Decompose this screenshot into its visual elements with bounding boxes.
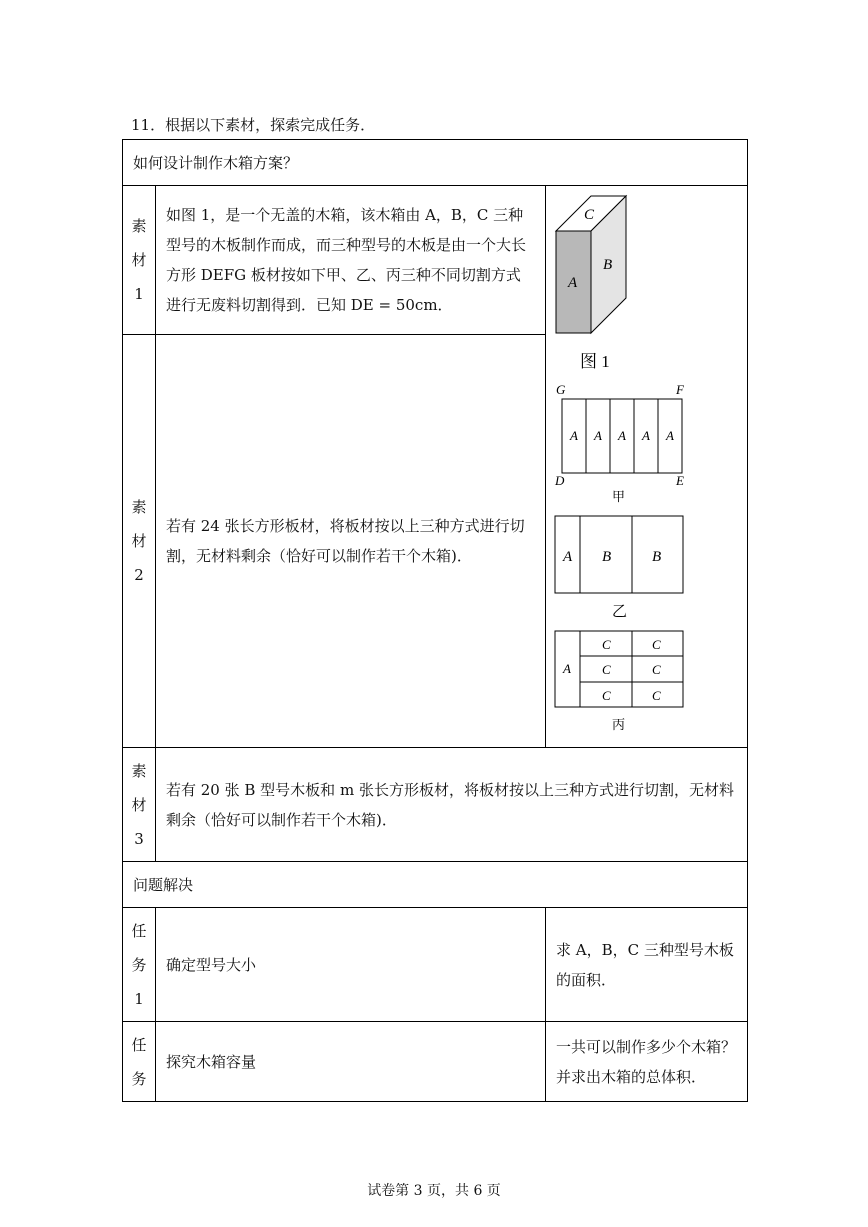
- materials-table: [122, 139, 748, 1102]
- material1-text-1: 如图 1，是一个无盖的木箱，该木箱由 A，B，C 三种型号的木板制作而成，而三种型号的木板是由一个大长方形 DEFG 板材按如下甲、乙、丙三种不同切割方式进行无废料切割得到．已知 DE = 50cm．: [166, 206, 527, 314]
- table-header: 如何设计制作木箱方案？: [123, 140, 748, 186]
- material3-text: 若有 20 张 B 型号木板和 m 张长方形板材，将板材按以上三种方式进行切割，无材料剩余（恰好可以制作若干个木箱)．: [156, 748, 748, 862]
- jia-cell: A: [570, 428, 578, 443]
- yi-caption: 乙: [612, 604, 628, 620]
- bing-cell: C: [602, 688, 611, 703]
- task1-name: 确定型号大小: [156, 908, 546, 1022]
- jia-cell: A: [618, 428, 626, 443]
- jia-cell: A: [666, 428, 674, 443]
- bing-cell: C: [652, 662, 661, 677]
- box-label-a: A: [568, 275, 578, 291]
- section-title: 问题解决: [123, 862, 748, 908]
- material1-label: 素 材 1: [123, 186, 156, 335]
- task2-name: 探究木箱容量: [156, 1022, 546, 1102]
- bing-caption: 丙: [612, 717, 626, 732]
- bing-cell: C: [652, 688, 661, 703]
- jia-cell: A: [642, 428, 650, 443]
- page-footer: 试卷第 3 页，共 6 页: [367, 1183, 501, 1199]
- bing-left-cell: A: [563, 661, 571, 676]
- jia-cell: A: [594, 428, 602, 443]
- jia-corner-d: D: [555, 473, 565, 488]
- bing-cell: C: [602, 637, 611, 652]
- yi-cell: A: [563, 549, 573, 565]
- jia-caption: 甲: [612, 489, 626, 504]
- box-figure: [556, 196, 626, 333]
- bing-cell: C: [652, 637, 661, 652]
- task1-label: 任 务 1: [123, 908, 156, 1022]
- box-label-b: B: [603, 257, 613, 273]
- box-label-c: C: [584, 207, 595, 223]
- yi-cell: B: [652, 549, 662, 565]
- bing-rect: [555, 631, 683, 707]
- bing-figure: [555, 631, 683, 732]
- yi-cell: B: [602, 549, 612, 565]
- fig1-caption: 图 1: [580, 352, 610, 371]
- material3-label: 素 材 3: [123, 748, 156, 862]
- material1-text: [156, 186, 546, 335]
- jia-figure: [554, 382, 685, 504]
- material2-text: 若有 24 张长方形板材，将板材按以上三种方式进行切割，无材料剩余（恰好可以制作若干个木箱)．: [156, 335, 546, 748]
- task2-label: 任 务: [123, 1022, 156, 1102]
- task1-desc: 求 A，B，C 三种型号木板的面积．: [546, 908, 748, 1022]
- task2-desc: 一共可以制作多少个木箱？并求出木箱的总体积．: [546, 1022, 748, 1102]
- jia-corner-g: G: [556, 382, 566, 397]
- material2-label: 素 材 2: [123, 335, 156, 748]
- jia-corner-e: E: [676, 473, 684, 488]
- yi-rect: [555, 516, 683, 593]
- question-title: 11．根据以下素材，探索完成任务．: [131, 116, 376, 134]
- figures-cell: [546, 186, 748, 748]
- bing-cell: C: [602, 662, 611, 677]
- figures-svg: [546, 186, 746, 746]
- yi-figure: [555, 516, 683, 620]
- jia-corner-f: F: [676, 382, 684, 397]
